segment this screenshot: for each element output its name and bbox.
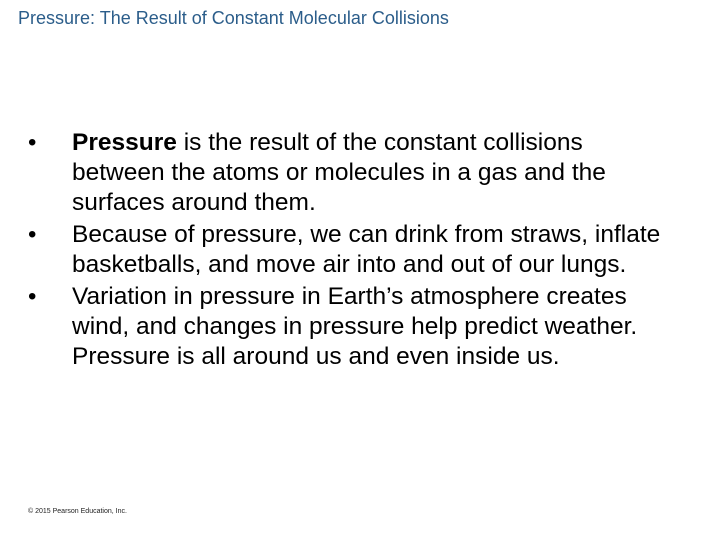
bullet-text: Because of pressure, we can drink from straws, inflate basketballs, and move air into and out of our lungs. (72, 221, 661, 278)
bullet-text (72, 129, 606, 216)
bullet-icon: • (28, 129, 37, 156)
bullet-item (22, 220, 682, 280)
bullet-list (22, 128, 682, 374)
bullet-item (22, 282, 682, 372)
bullet-body: is the result of the constant collisions between the atoms or molecules in a gas and the surfaces around them. (72, 129, 606, 216)
bullet-text: Variation in pressure in Earth’s atmosphere creates wind, and changes in pressure help predict weather. Pressure is all around us and even inside us. (72, 283, 638, 370)
bullet-icon: • (28, 221, 37, 248)
bullet-item (22, 128, 682, 218)
slide-title: Pressure: The Result of Constant Molecular Collisions (18, 8, 449, 28)
copyright-footer: © 2015 Pearson Education, Inc. (28, 508, 127, 515)
bullet-icon: • (28, 283, 37, 310)
bold-term: Pressure (72, 129, 177, 156)
